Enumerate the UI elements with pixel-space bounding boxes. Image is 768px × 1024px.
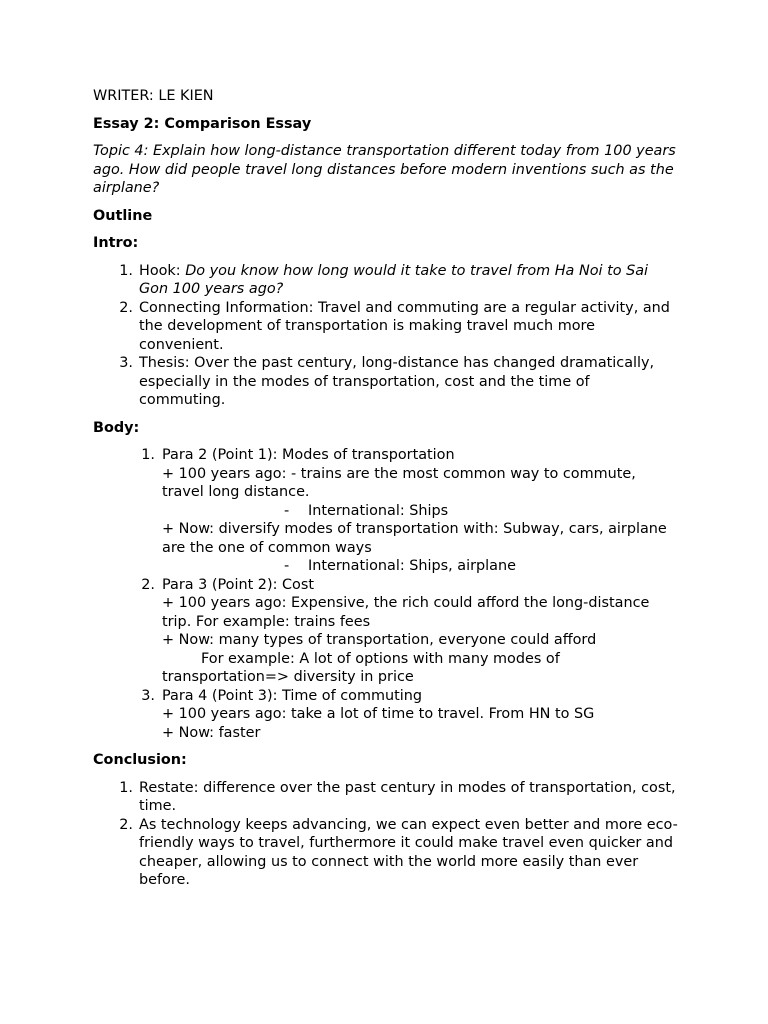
- para-line: + Now: diversify modes of transportation with: Subway, cars, airplane are the one of common ways: [162, 521, 667, 556]
- list-item: [119, 816, 679, 890]
- para-line: + Now: faster: [162, 724, 261, 741]
- list-number: 2.: [141, 576, 155, 593]
- writer-line: WRITER: LE KIEN: [93, 88, 214, 104]
- dash-marker: -: [284, 558, 290, 574]
- list-number: 1.: [119, 779, 133, 796]
- dash-item: [162, 502, 682, 521]
- list-item: [119, 262, 679, 299]
- body-heading: Body:: [93, 419, 140, 436]
- body-list: [93, 446, 682, 742]
- conclusion-heading: Conclusion:: [93, 752, 187, 768]
- list-item-text: Restate: difference over the past century in modes of transportation, cost, time.: [139, 779, 676, 814]
- hook-text: Do you know how long would it take to travel from Ha Noi to Sai Gon 100 years ago?: [139, 262, 649, 297]
- list-item: [141, 687, 682, 743]
- list-number: 2.: [119, 299, 133, 316]
- topic-text: Topic 4: Explain how long-distance transportation different today from 100 years ago. How did people travel long distances before modern inventions such as the airplane?: [93, 143, 676, 196]
- list-item-text: As technology keeps advancing, we can expect even better and more eco-friendly ways to travel, furthermore it could make travel even quicker and cheaper, allowing us to connect with the world more easily than ever before.: [139, 816, 678, 888]
- para-title: Para 3 (Point 2): Cost: [162, 576, 314, 593]
- list-item: [119, 354, 679, 410]
- para-line: + 100 years ago: - trains are the most common way to commute, travel long distance.: [162, 465, 636, 500]
- hook-label: Hook:: [139, 262, 186, 279]
- intro-list: [93, 262, 679, 410]
- dash-text: International: Ships: [308, 502, 449, 519]
- list-number: 1.: [141, 447, 155, 463]
- list-item-text: Connecting Information: Travel and commuting are a regular activity, and the development of transportation is making travel much more convenient.: [139, 299, 670, 353]
- list-item: [119, 779, 679, 816]
- para-title: Para 4 (Point 3): Time of commuting: [162, 687, 423, 704]
- list-number: 3.: [119, 355, 133, 371]
- para-line: + 100 years ago: take a lot of time to travel. From HN to SG: [162, 706, 595, 722]
- para-title: Para 2 (Point 1): Modes of transportation: [162, 447, 455, 463]
- intro-heading: Intro:: [93, 235, 139, 251]
- list-item-text: Thesis: Over the past century, long-distance has changed dramatically, especially in the modes of transportation, cost and the time of commuting.: [139, 355, 655, 408]
- dash-item: [162, 557, 682, 576]
- conclusion-list: [93, 779, 679, 890]
- dash-text: International: Ships, airplane: [308, 558, 516, 574]
- para-line: + Now: many types of transportation, everyone could afford: [162, 632, 597, 648]
- essay-title: Essay 2: Comparison Essay: [93, 115, 312, 132]
- document-body: [93, 87, 693, 890]
- list-number: 1.: [119, 262, 133, 279]
- para-line: For example: A lot of options with many modes of: [201, 650, 560, 667]
- list-number: 3.: [141, 687, 155, 704]
- list-item: [141, 576, 682, 687]
- para-line: transportation=> diversity in price: [162, 669, 414, 685]
- list-number: 2.: [119, 816, 133, 833]
- list-item: [141, 446, 682, 576]
- list-item: [119, 299, 679, 355]
- outline-heading: Outline: [93, 207, 153, 224]
- dash-marker: -: [284, 502, 290, 519]
- para-line: + 100 years ago: Expensive, the rich could afford the long-distance trip. For example: trains fees: [162, 595, 650, 630]
